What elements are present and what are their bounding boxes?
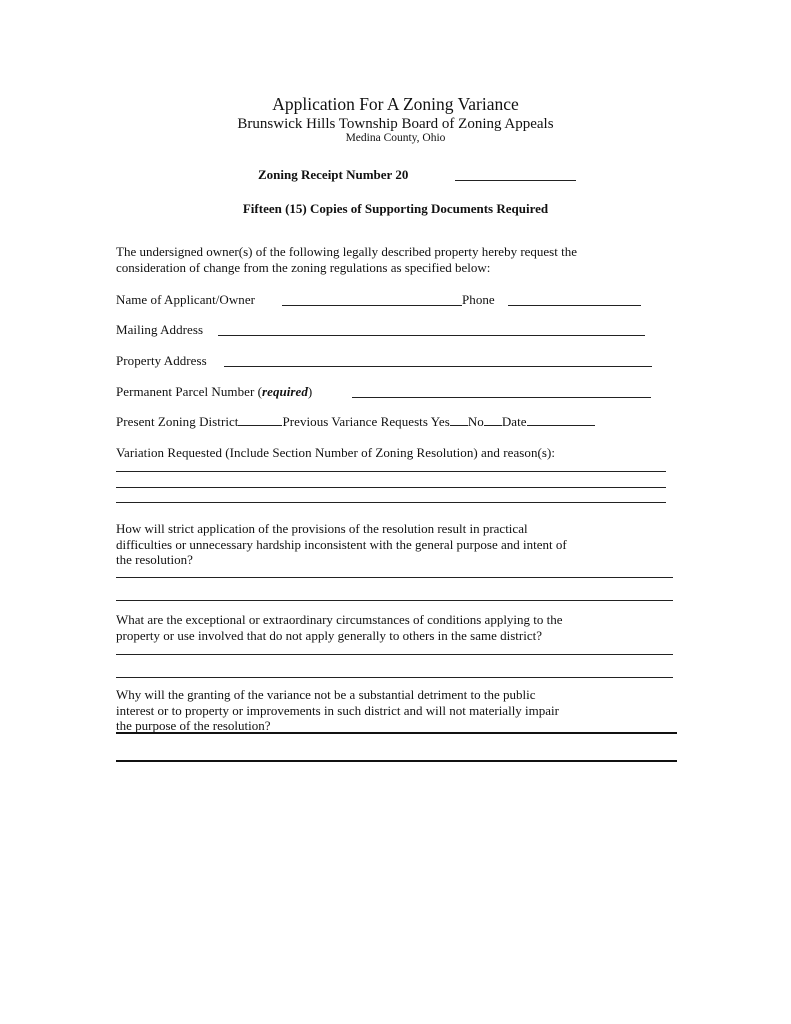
previous-requests-label: Previous Variance Requests Yes xyxy=(282,414,450,429)
applicant-name-field[interactable] xyxy=(282,305,462,306)
variation-line-2[interactable] xyxy=(116,487,666,488)
phone-label: Phone xyxy=(462,292,495,307)
answer-1-line-2[interactable] xyxy=(116,600,673,601)
zoning-district-row xyxy=(116,414,595,430)
parcel-number-field[interactable] xyxy=(352,397,651,398)
yes-field[interactable] xyxy=(450,414,468,426)
date-label: Date xyxy=(501,414,527,429)
variation-line-1[interactable] xyxy=(116,471,666,472)
question-substantial-detriment: Why will the granting of the variance not be a substantial detriment to the public interest or to property or improvements in such district and will not materially impair the purpose of the resolution? xyxy=(116,687,559,733)
property-address-field[interactable] xyxy=(224,366,652,367)
no-field[interactable] xyxy=(484,414,502,426)
phone-field[interactable] xyxy=(508,305,641,306)
variation-line-3[interactable] xyxy=(116,502,666,503)
mailing-address-label: Mailing Address xyxy=(116,322,204,337)
answer-3-line-2[interactable] xyxy=(116,760,677,762)
document-subtitle: Brunswick Hills Township Board of Zoning Appeals xyxy=(237,116,554,132)
question-practical-difficulties: How will strict application of the provisions of the resolution result in practical difficulties or unnecessary hardship inconsistent with the general purpose and intent of the resolution? xyxy=(116,521,567,567)
applicant-name-label: Name of Applicant/Owner xyxy=(116,292,256,307)
receipt-number-label: Zoning Receipt Number 20 xyxy=(258,167,409,182)
zoning-district-field[interactable] xyxy=(238,414,282,426)
answer-3-line-1[interactable] xyxy=(116,732,677,734)
variation-requested-label: Variation Requested (Include Section Number of Zoning Resolution) and reason(s): xyxy=(116,445,556,460)
answer-2-line-1[interactable] xyxy=(116,654,673,655)
parcel-number-label: Permanent Parcel Number (required) xyxy=(116,384,313,399)
question-exceptional-circumstances: What are the exceptional or extraordinary circumstances of conditions applying to the property or use involved that do not apply generally to others in the same district? xyxy=(116,612,563,643)
property-address-label: Property Address xyxy=(116,353,207,368)
no-label: No xyxy=(467,414,484,429)
answer-2-line-2[interactable] xyxy=(116,677,673,678)
document-title: Application For A Zoning Variance xyxy=(272,94,519,114)
mailing-address-field[interactable] xyxy=(218,335,645,336)
copies-required-note: Fifteen (15) Copies of Supporting Documents Required xyxy=(242,201,549,216)
intro-paragraph: The undersigned owner(s) of the following legally described property hereby request the consideration of change from the zoning regulations as specified below: xyxy=(116,244,577,275)
receipt-number-field[interactable] xyxy=(455,180,576,181)
document-location: Medina County, Ohio xyxy=(345,132,446,144)
date-field[interactable] xyxy=(527,414,595,426)
answer-1-line-1[interactable] xyxy=(116,577,673,578)
zoning-district-label: Present Zoning District xyxy=(116,414,239,429)
